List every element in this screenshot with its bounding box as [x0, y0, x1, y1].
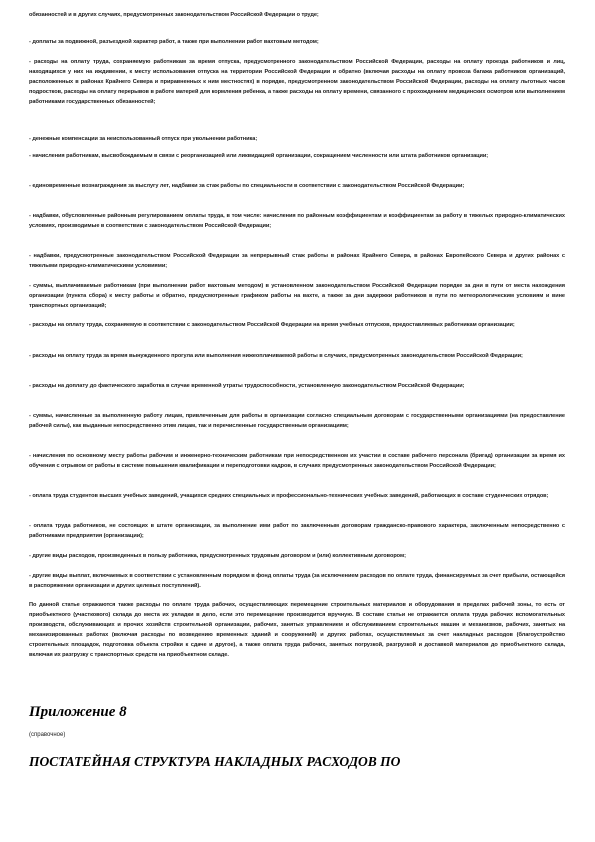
paragraph: - другие виды выплат, включаемых в соответствии с установленным порядком в фонд оплаты труда (за исключением расходов по оплате труда, финансируемых за счет прибыли, остающейся в распоряжении организации и других целевых поступлений).	[29, 573, 565, 589]
paragraph: - расходы на доплату до фактического заработка в случае временной утраты трудоспособности, установленную законодательством Российской Федерации;	[29, 383, 465, 389]
appendix-note: (справочное)	[29, 732, 66, 738]
paragraph: - суммы, выплачиваемые работникам (при выполнении работ вахтовым методом) в установленном законодательством Российской Федерации порядке за дни в пути от места нахождения организации (пункта сбора) к месту работы и обратно, предусмотренные графиком работы на вахте, а также за дни задержки работников в пути по метеорологическим условиям и вине транспортных организаций;	[29, 283, 565, 309]
paragraph: - единовременные вознаграждения за выслугу лет, надбавки за стаж работы по специальности в соответствии с законодательством Российской Федерации;	[29, 183, 465, 189]
paragraph: - доплаты за подвижной, разъездной характер работ, а также при выполнении работ вахтовым методом;	[29, 39, 319, 45]
paragraph: обязанностей и в других случаях, предусмотренных законодательством Российской Федерации о труде;	[29, 12, 319, 18]
paragraph: - денежные компенсации за неиспользованный отпуск при увольнении работника;	[29, 136, 258, 142]
paragraph: - оплата труда работников, не состоящих в штате организации, за выполнение ими работ по заключенным договорам гражданско-правового характера, заключенным непосредственно с работниками предприятия (организации);	[29, 523, 565, 539]
paragraph: - оплата труда студентов высших учебных заведений, учащихся средних специальных и профессионально-технических учебных заведений, работающих в составе студенческих отрядов;	[29, 493, 549, 499]
paragraph: - начисления по основному месту работы рабочим и инженерно-техническим работникам при непосредственном их участии в составе рабочего персонала (бригад) организации за время их обучения с отрывом от работы в системе повышения квалификации и переподготовки кадров, в случаях предусмотренных законодательством Российской Федерации;	[29, 453, 565, 469]
paragraph: - суммы, начисленные за выполненную работу лицам, привлеченным для работы в организации согласно специальным договорам с государственными организациями (на предоставление рабочей силы), как выданные непосредственно этим лицам, так и перечисленные государственным организациям;	[29, 413, 565, 429]
paragraph: - расходы на оплату труда, сохраняемую в соответствии с законодательством Российской Федерации на время учебных отпусков, предоставляемых работникам организации;	[29, 322, 515, 328]
paragraph: По данной статье отражаются также расходы по оплате труда рабочих, осуществляющих перемещение строительных материалов и оборудования в пределах рабочей зоны, то есть от приобъектного (участкового) склада до места их укладки в дело, если это перемещение производится вручную. В составе статьи не отражается оплата труда рабочих вспомогательных производств, обслуживающих и прочих хозяйств строительной организации, рабочих, занятых управлением и обслуживанием строительных машин и механизмов, рабочих, занятых на механизированных работах (включая расходы по возведению временных зданий и сооружений) и других работах, осуществляемых за счет накладных расходов (благоустройство строительных площадок, подготовка объекта стройки к сдаче и другое), а также оплата труда рабочих, занятых погрузкой, разгрузкой и доставкой материалов до приобъектного склада, включая их разгрузку с транспортных средств на приобъектном складе.	[29, 602, 565, 658]
paragraph: - расходы на оплату труда, сохраняемую работникам за время отпуска, предусмотренного законодательством Российской Федерации, расходы на оплату проезда работников и лиц, находящихся у них на иждивении, к месту использования отпуска на территории Российской Федерации и обратно (включая расходы на оплату провоза багажа работников организаций, расположенных в районах Крайнего Севера и приравненных к ним местностях) в порядке, предусмотренном законодательством Российской Федерации, расходы на оплату льготных часов подростков, расходы на оплату перерывов в работе матерей для кормления ребенка, а также расходы на оплату времени, связанного с прохождением медицинских осмотров или выполнением работниками государственных обязанностей;	[29, 59, 565, 105]
appendix-title: Приложение 8	[29, 704, 127, 720]
paragraph: - другие виды расходов, произведенных в пользу работника, предусмотренных трудовым договором и (или) коллективным договором;	[29, 553, 406, 559]
paragraph: - расходы на оплату труда за время вынужденного прогула или выполнения нижеоплачиваемой работы в случаях, предусмотренных законодательством Российской Федерации;	[29, 353, 523, 359]
paragraph: - надбавки, обусловленные районным регулированием оплаты труда, в том числе: начисления по районным коэффициентам и коэффициентам за работу в тяжелых природно-климатических условиях, производимые в соответствии с законодательством Российской Федерации;	[29, 213, 565, 229]
section-title: ПОСТАТЕЙНАЯ СТРУКТУРА НАКЛАДНЫХ РАСХОДОВ ПО	[29, 754, 401, 769]
paragraph: - надбавки, предусмотренные законодательством Российской Федерации за непрерывный стаж работы в районах Крайнего Севера, в районах Европейского Севера и других районах с тяжелыми природно-климатическими условиями;	[29, 253, 565, 269]
paragraph: - начисления работникам, высвобождаемым в связи с реорганизацией или ликвидацией организации, сокращением численности или штата работников организации;	[29, 153, 489, 159]
